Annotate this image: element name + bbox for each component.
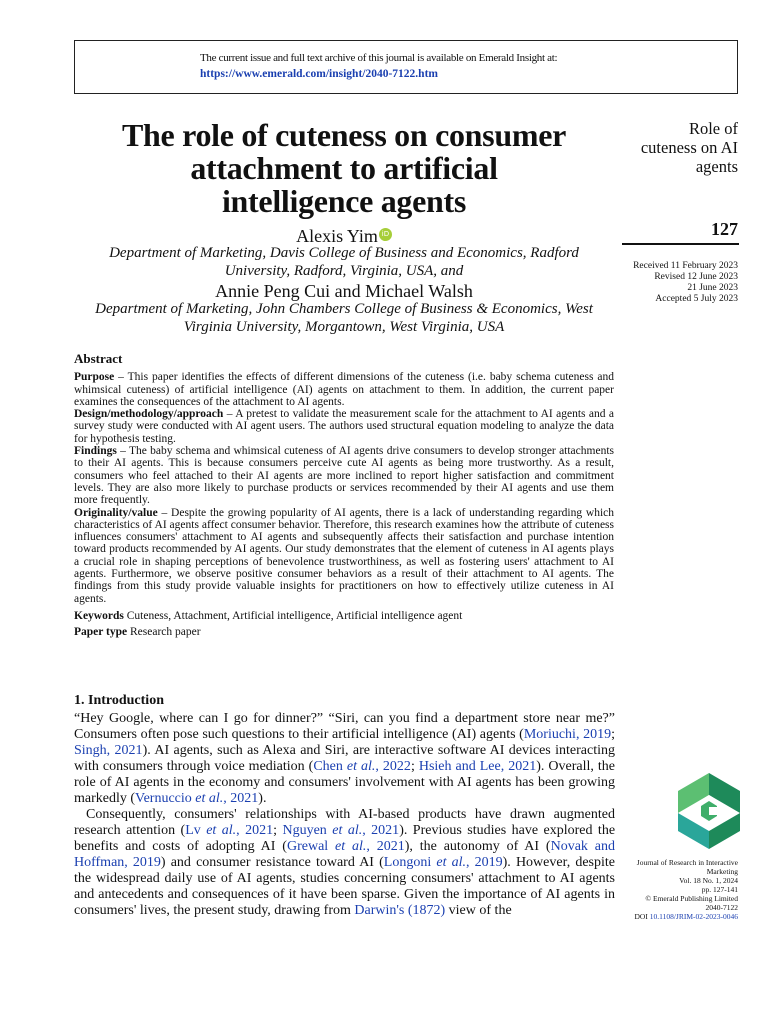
title-line-3: intelligence agents: [221, 183, 467, 219]
accepted-date: Accepted 5 July 2023: [655, 294, 738, 304]
design-label: Design/methodology/approach: [74, 408, 224, 421]
intro-text: ) and consumer resistance toward AI (: [160, 855, 384, 870]
journal-info: [608, 858, 738, 921]
abstract-paper-type: [74, 626, 614, 638]
intro-text: ;: [273, 823, 283, 838]
intro-text: ;: [410, 759, 419, 774]
running-head: [608, 119, 738, 176]
orcid-icon[interactable]: iD: [379, 228, 392, 241]
revised-date-2: 21 June 2023: [687, 283, 738, 293]
abstract-originality: [74, 507, 614, 605]
title-line-2: attachment to artificial: [190, 150, 498, 186]
citation-etal: et al.: [346, 759, 376, 774]
journal-doi: [608, 912, 738, 921]
intro-text: ;: [611, 727, 615, 742]
citation-etal: et al.: [436, 855, 466, 870]
citation-link[interactable]: [135, 791, 258, 806]
paper-type-label: Paper type: [74, 626, 128, 639]
author-1-name: Alexis Yim: [296, 226, 378, 246]
citation-year: , 2022: [375, 759, 411, 774]
citation-year: , 2021: [236, 823, 274, 838]
originality-text: – Despite the growing popularity of AI agents, there is a lack of understanding regarding which characteristics of AI agents affect consumer behavior. Therefore, this research examines how the attribute of cuteness influences consumers' attachment to AI agents and subsequently affects their satisfaction and purchase intention toward products recommended by AI agents. Our study demonstrates that the element of cuteness in AI agents plays a crucial role in shaping perceptions of benevolence trustworthiness, as well as fostering users' attachment to AI agents. Furthermore, we observe positive consumer behaviors as a result of their attachment to AI agents. The findings from this study provide valuable insights for practitioners on how to effectively utilize cuteness in AI agents.: [74, 506, 614, 605]
introduction-section: [74, 693, 615, 919]
intro-text: ). Overall, the role of AI agents in the economy and consumers' involvement with AI agents has been growing markedly (: [74, 759, 615, 806]
abstract-design: [74, 408, 614, 445]
affiliation-2: [74, 300, 614, 336]
affiliation-1-line-1: Department of Marketing, Davis College of Business and Economics, Radford: [109, 245, 579, 261]
notice-url-link[interactable]: [200, 68, 438, 80]
journal-volume: Vol. 18 No. 1, 2024: [679, 876, 738, 885]
citation-author: Nguyen: [282, 823, 333, 838]
article-dates: [588, 261, 738, 305]
citation-link[interactable]: [287, 839, 405, 854]
logo-facet: [709, 807, 723, 815]
abstract-heading: Abstract: [74, 351, 123, 366]
doi-link[interactable]: 10.1108/JRIM-02-2023-0046: [649, 912, 738, 921]
running-head-line-2: cuteness on AI: [640, 138, 738, 157]
intro-text: ), the autonomy of AI (: [404, 839, 551, 854]
journal-pages: pp. 127-141: [701, 885, 738, 894]
purpose-text: – This paper identifies the effects of different dimensions of the cuteness (i.e. baby schema cuteness and whimsical cuteness) of artificial intelligence (AI) agents on attachment to them. In addition, the current paper examines the consequences of the attachment to AI agents.: [74, 371, 614, 408]
purpose-label: Purpose: [74, 371, 115, 384]
intro-paragraph-2: [74, 807, 615, 919]
citation-link[interactable]: [313, 759, 411, 774]
intro-text: “Hey Google, where can I go for dinner?” “Siri, can you find a department store near me?” Consumers often pose such questions to their artificial intelligence (AI) agents (: [74, 711, 615, 742]
journal-notice-box: [74, 40, 738, 94]
citation-link[interactable]: Hsieh and Lee, 2021: [418, 759, 537, 774]
citation-year: , 2019: [466, 855, 503, 870]
running-head-line-3: agents: [695, 157, 738, 176]
citation-link[interactable]: Moriuchi, 2019: [523, 727, 612, 742]
page-number: 127: [711, 219, 738, 239]
citation-link[interactable]: Singh, 2021: [74, 743, 143, 758]
citation-author: Lv: [185, 823, 207, 838]
intro-text: ). However, despite the widespread daily use of AI agents, studies concerning consumers' attachment to AI agents and antecedents and consequences of it have been sparse. Given the importance of AI agents in consumers' lives, the present study, drawing from: [74, 855, 615, 918]
journal-url[interactable]: https://www.emerald.com/insight/2040-7122.htm: [200, 68, 438, 80]
citation-author: Longoni: [383, 855, 437, 870]
abstract-keywords: [74, 610, 614, 622]
abstract-purpose: [74, 371, 614, 408]
article-title: [74, 119, 614, 218]
intro-text: view of the: [445, 903, 512, 918]
doi-label: DOI: [634, 912, 648, 921]
citation-link[interactable]: [282, 823, 399, 838]
citation-link[interactable]: Novak and Hoffman, 2019: [74, 839, 616, 870]
journal-issn: 2040-7122: [705, 903, 738, 912]
keywords-label: Keywords: [74, 609, 124, 622]
affiliation-1-line-2: University, Radford, Virginia, USA, and: [224, 263, 464, 279]
citation-etal: et al.: [206, 823, 237, 838]
affiliation-2-line-1: Department of Marketing, John Chambers College of Business & Economics, West: [95, 301, 593, 317]
keywords-text: Cuteness, Attachment, Artificial intelligence, Artificial intelligence agent: [123, 609, 463, 622]
findings-text: – The baby schema and whimsical cuteness of AI agents drive consumers to develop stronger attachments to their AI agents. This is because consumers perceive cute AI agents as being more trustworthy. As a result, consumers who feel attached to their AI agents are more inclined to report higher satisfaction and commitment levels. They are also more likely to purchase products or services recommended by their AI agents and use them more frequently.: [74, 445, 614, 507]
author-2: Annie Peng Cui and Michael Walsh: [215, 281, 473, 301]
running-head-line-1: Role of: [688, 119, 738, 138]
citation-author: Grewal: [286, 839, 336, 854]
citation-year: , 2021: [223, 791, 259, 806]
citation-year: , 2021: [362, 823, 400, 838]
intro-paragraph-1: [74, 711, 615, 807]
journal-publisher: © Emerald Publishing Limited: [645, 894, 738, 903]
notice-text: The current issue and full text archive of this journal is available on Emerald Insight at:: [200, 52, 558, 64]
author-1: [74, 226, 614, 246]
affiliation-2-line-2: Virginia University, Morgantown, West Virginia, USA: [183, 319, 505, 335]
introduction-heading: 1. Introduction: [74, 693, 164, 708]
citation-link[interactable]: [185, 823, 273, 838]
citation-etal: et al.: [195, 791, 224, 806]
citation-etal: et al.: [332, 823, 363, 838]
citation-author: Chen: [313, 759, 347, 774]
design-text: – A pretest to validate the measurement scale for the attachment to AI agents and a survey study were conducted with AI agent users. The authors used structural equation modeling to analyze the data for hypothesis testing.: [74, 408, 614, 445]
originality-label: Originality/value: [74, 506, 158, 519]
revised-date-1: Revised 12 June 2023: [654, 272, 738, 282]
intro-text: ). AI agents, such as Alexa and Siri, are interactive software AI devices interacting with consumers through voice mediation (: [74, 743, 615, 774]
intro-text: Consequently, consumers' relationships with AI-based products have drawn augmented research attention (: [74, 807, 615, 838]
citation-year: , 2021: [366, 839, 405, 854]
citation-etal: et al.: [335, 839, 367, 854]
abstract-findings: [74, 445, 614, 506]
citation-link[interactable]: Darwin's (1872): [354, 903, 446, 918]
abstract-section: [74, 353, 614, 639]
citation-link[interactable]: [384, 855, 503, 870]
paper-type-text: Research paper: [127, 626, 201, 639]
journal-name: Journal of Research in Interactive Marketing: [636, 858, 738, 876]
findings-label: Findings: [74, 445, 117, 458]
received-date: Received 11 February 2023: [633, 261, 738, 271]
title-line-1: The role of cuteness on consumer: [122, 117, 566, 153]
intro-text: ). Previous studies have explored the benefits and costs of adopting AI (: [74, 823, 616, 854]
journal-logo-icon: [678, 773, 740, 849]
citation-author: Vernuccio: [135, 791, 196, 806]
margin-rule: [622, 243, 739, 245]
affiliation-1: [74, 244, 614, 280]
intro-text: ).: [258, 791, 267, 806]
